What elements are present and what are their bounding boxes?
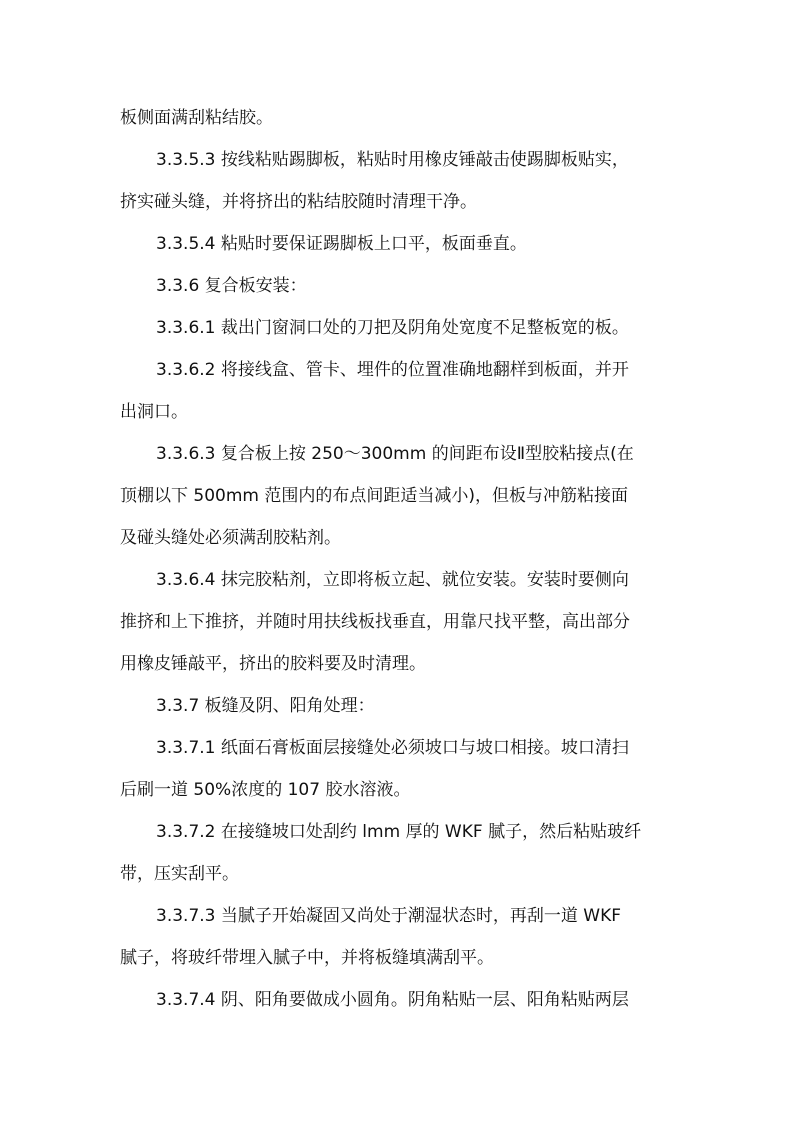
text-line: 带，压实刮平。: [120, 864, 239, 884]
text-line: 3.3.6.1 裁出门窗洞口处的刀把及阴角处宽度不足整板宽的板。: [156, 318, 629, 338]
section-heading: 3.3.6 复合板安装：: [156, 276, 307, 296]
text-line: 挤实碰头缝，并将挤出的粘结胶随时清理干净。: [120, 192, 477, 212]
text-line: 3.3.6.3 复合板上按 250～300mm 的间距布设Ⅱ型胶粘接点(在: [156, 444, 634, 464]
text-line: 推挤和上下推挤，并随时用扶线板找垂直，用靠尺找平整，高出部分: [120, 612, 630, 632]
text-line: 后刷一道 50%浓度的 107 胶水溶液。: [120, 780, 411, 800]
text-line: 出洞口。: [120, 402, 188, 422]
text-line: 3.3.7.1 纸面石膏板面层接缝处必须坡口与坡口相接。坡口清扫: [156, 738, 629, 758]
text-line: 板侧面满刮粘结胶。: [120, 108, 273, 128]
text-line: 3.3.7.4 阴、阳角要做成小圆角。阴角粘贴一层、阳角粘贴两层: [156, 990, 629, 1010]
text-line: 3.3.6.2 将接线盒、管卡、埋件的位置准确地翻样到板面，并开: [156, 360, 629, 380]
text-line: 3.3.7.2 在接缝坡口处刮约 lmm 厚的 WKF 腻子，然后粘贴玻纤: [156, 822, 642, 842]
text-line: 及碰头缝处必须满刮胶粘剂。: [120, 528, 341, 548]
section-heading: 3.3.7 板缝及阴、阳角处理：: [156, 696, 375, 716]
text-line: 3.3.6.4 抹完胶粘剂，立即将板立起、就位安装。安装时要侧向: [156, 570, 629, 590]
text-line: 3.3.7.3 当腻子开始凝固又尚处于潮湿状态时，再刮一道 WKF: [156, 906, 622, 926]
text-line: 顶棚以下 500mm 范围内的布点间距适当减小)，但板与冲筋粘接面: [120, 486, 629, 506]
text-line: 腻子，将玻纤带埋入腻子中，并将板缝填满刮平。: [120, 948, 494, 968]
text-line: 3.3.5.3 按线粘贴踢脚板，粘贴时用橡皮锤敲击使踢脚板贴实，: [156, 150, 629, 170]
text-line: 3.3.5.4 粘贴时要保证踢脚板上口平，板面垂直。: [156, 234, 527, 254]
text-line: 用橡皮锤敲平，挤出的胶料要及时清理。: [120, 654, 426, 674]
